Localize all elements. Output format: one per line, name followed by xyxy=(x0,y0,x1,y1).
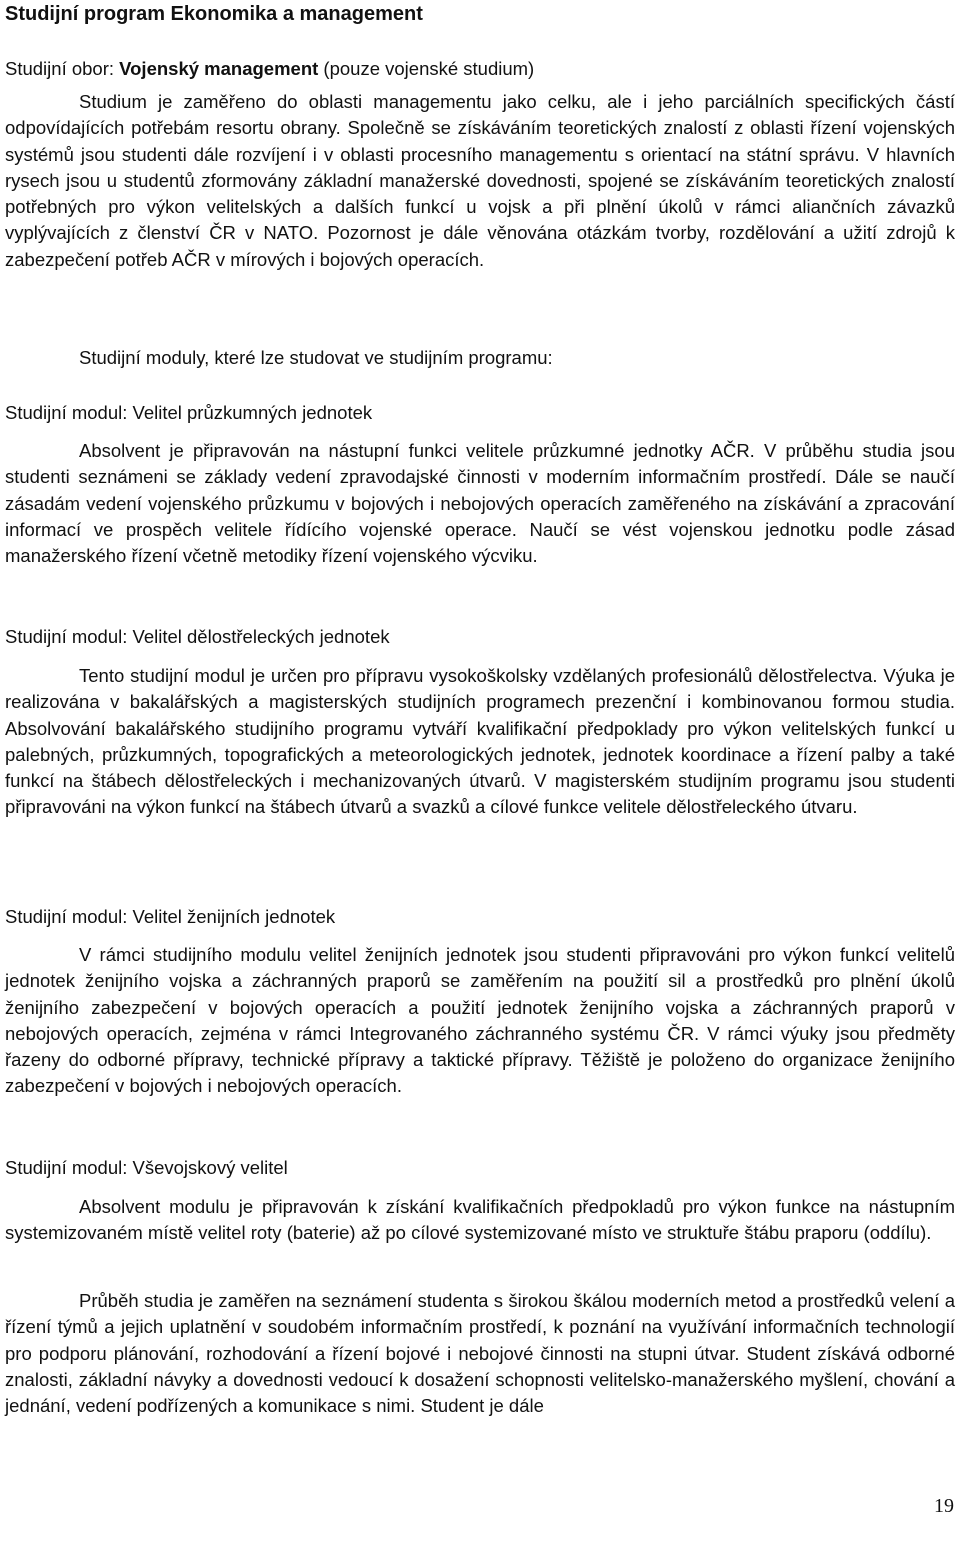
module-heading-delostrelectvo: Studijní modul: Velitel dělostřeleckých jednotek xyxy=(5,626,390,647)
module-heading-zenijni: Studijní modul: Velitel ženijních jednotek xyxy=(5,906,336,927)
module-paragraph-pruzkum: Absolvent je připravován na nástupní funkci velitele průzkumné jednotky AČR. V průběhu studia jsou studenti seznámeni se základy vedení zpravodajské činnosti v moderním informačním prostředí. Dále se naučí zásadám vedení vojenského průzkumu v bojových i nebojových operacích zaměřeného na získávání a zpracování informací ve prospěch velitele řídícího vojenské operace. Naučí se vést vojenskou jednotku podle zásad manažerského řízení včetně metodiky řízení vojenského výcviku. xyxy=(5,440,955,567)
study-field-line xyxy=(5,57,534,81)
intro-paragraph: Studium je zaměřeno do oblasti managementu jako celku, ale i jeho parciálních specifických částí odpovídajících potřebám resortu obrany. Společně se získáváním teoretických znalostí z oblasti řízení vojenských systémů jsou studenti dále rozvíjení i v oblasti procesního managementu s orientací na státní správu. V hlavních rysech jsou u studentů zformovány základní manažerské dovednosti, spojené se získáváním teoretických znalostí potřebných pro výkon velitelských a dalších funkcí u vojsk a při plnění úkolů v rámci aliančních závazků vyplývajících z členství ČR v NATO. Pozornost je dále věnována otázkám tvorby, rozdělování a užití zdrojů k zabezpečení potřeb AČR v mírových i bojových operacích. xyxy=(5,91,955,270)
study-field-prefix: Studijní obor: xyxy=(5,58,120,79)
page-number: 19 xyxy=(934,1495,954,1517)
module-heading-pruzkum: Studijní modul: Velitel průzkumných jednotek xyxy=(5,402,373,423)
page-title: Studijní program Ekonomika a management xyxy=(5,3,423,25)
study-field-name: Vojenský management xyxy=(119,58,319,79)
module-paragraph-vsevojskovy-2: Průběh studia je zaměřen na seznámení studenta s širokou škálou moderních metod a prostředků velení a řízení týmů a jejich uplatnění v soudobém informačním prostředí, k poznání na využívání informačních technologií pro podporu plánování, rozhodování a řízení bojové i nebojové činnosti na stupni útvar. Student získává odborné znalosti, základní návyky a dovednosti vedoucí k dosažení schopnosti velitelsko-manažerského myšlení, chování a jednání, vedení podřízených a komunikace s nimi. Student je dále xyxy=(5,1290,955,1417)
module-paragraph-vsevojskovy-1: Absolvent modulu je připravován k získání kvalifikačních předpokladů pro výkon funkce na nástupním systemizovaném místě velitel roty (baterie) až po cílové systemizované místo ve struktuře štábu praporu (oddílu). xyxy=(5,1196,955,1244)
study-field-suffix: (pouze vojenské studium) xyxy=(318,58,535,79)
module-heading-vsevojskovy: Studijní modul: Vševojskový velitel xyxy=(5,1157,288,1178)
module-paragraph-zenijni: V rámci studijního modulu velitel ženijních jednotek jsou studenti připravováni pro výkon funkcí velitelů jednotek ženijního vojska a záchranných praporů se zaměřením na použití sil a prostředků pro plnění úkolů ženijního zabezpečení v bojových operacích a použití jednotek ženijního vojska a záchranných praporů v nebojových operacích, zejména v rámci Integrovaného záchranného systému ČR. V rámci výuky jsou předměty řazeny do odborné přípravy, technické přípravy a taktické přípravy. Těžiště je položeno do organizace ženijního zabezpečení v bojových i nebojových operacích. xyxy=(5,944,955,1097)
module-paragraph-delostrelectvo: Tento studijní modul je určen pro přípravu vysokoškolsky vzdělaných profesionálů dělostřelectva. Výuka je realizována v bakalářských a magisterských studijních programech prezenční i kombinovanou formou studia. Absolvování bakalářského studijního programu vytváří kvalifikační předpoklady pro výkon velitelských funkcí u palebných, průzkumných, topografických a meteorologických jednotek, jednotek koordinace a řízení palby a také funkcí na štábech dělostřeleckých i mechanizovaných útvarů. V magisterském studijním programu jsou studenti připravováni na výkon funkcí na štábech útvarů a svazků a cílové funkce velitele dělostřeleckého útvaru. xyxy=(5,665,955,818)
modules-intro: Studijní moduly, které lze studovat ve studijním programu: xyxy=(79,347,553,368)
